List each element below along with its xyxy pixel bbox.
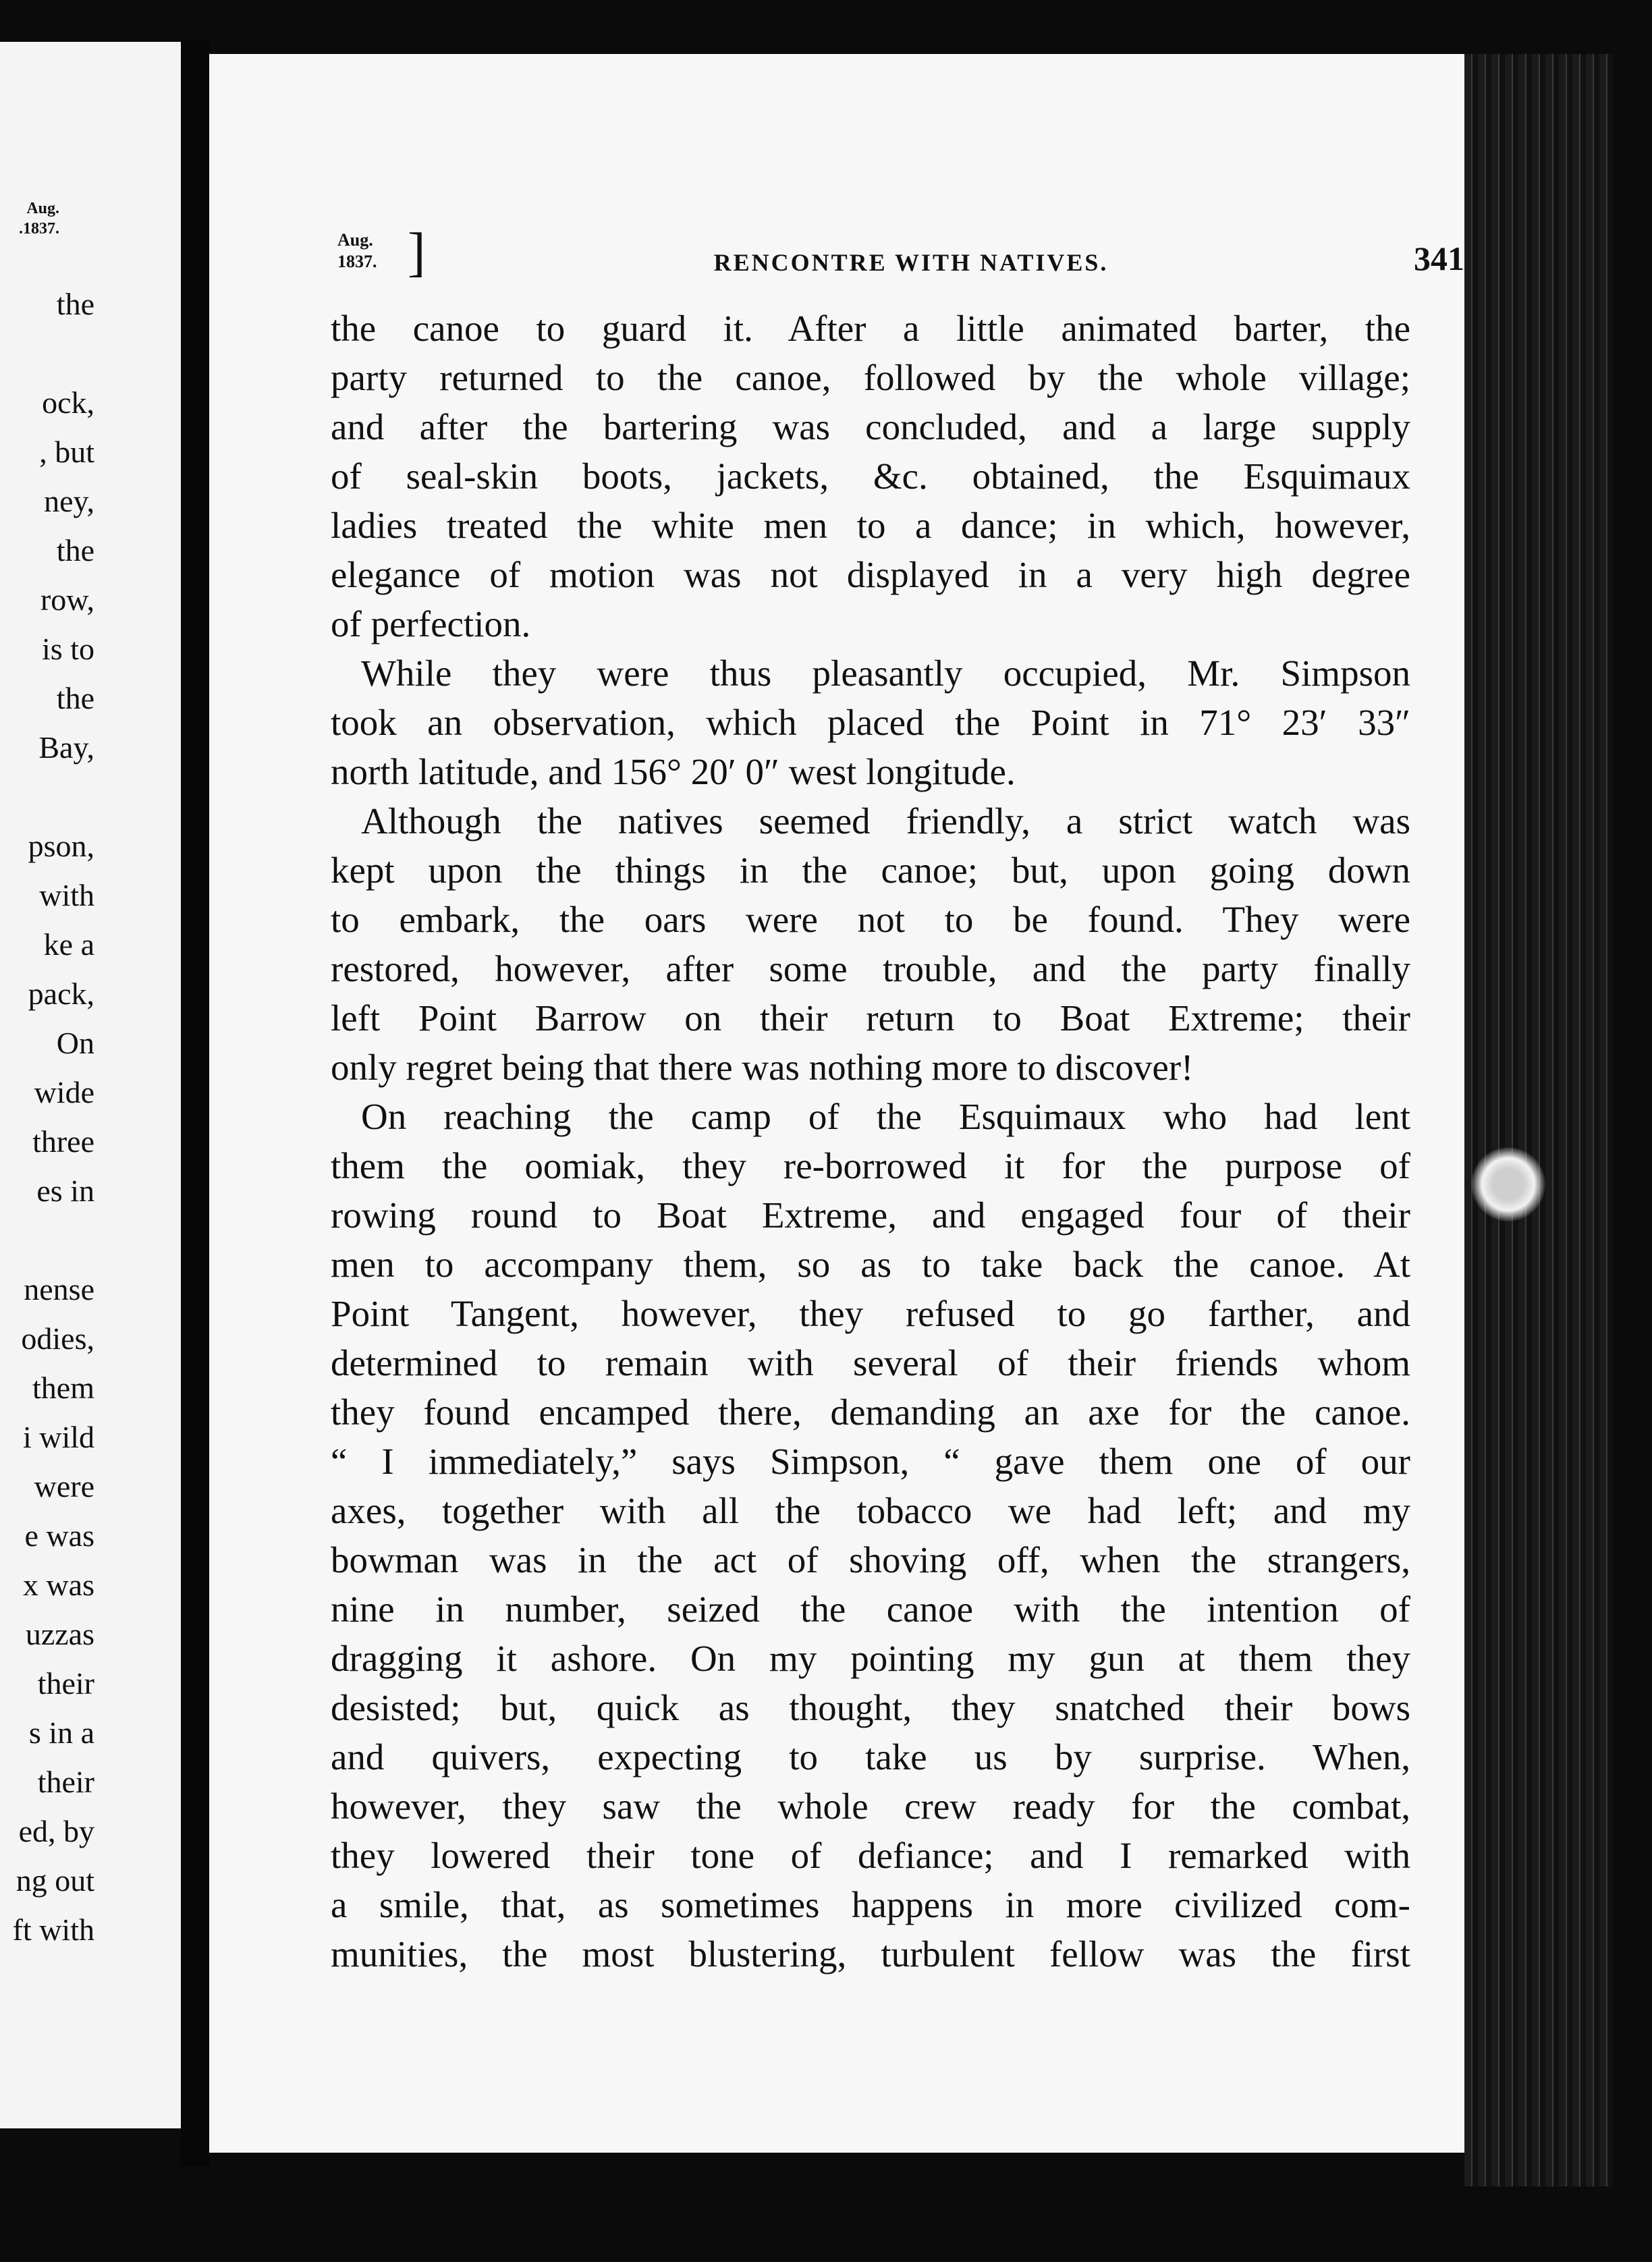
left-page-line: them — [32, 1371, 94, 1405]
left-page-line: three — [32, 1124, 94, 1159]
text-line: they lowered their tone of defiance; and I remarked with — [331, 1835, 1410, 1876]
header-month: Aug. — [337, 230, 373, 250]
text-line: dragging it ashore. On my pointing my gun at them they — [331, 1638, 1410, 1679]
left-header-year: .1837. — [19, 220, 59, 238]
text-line: nine in number, seized the canoe with the intention of — [331, 1589, 1410, 1630]
text-line: Although the natives seemed friendly, a strict watch was — [361, 800, 1410, 842]
text-line: however, they saw the whole crew ready for the combat, — [331, 1786, 1410, 1827]
left-page-line: ock, — [42, 385, 94, 420]
left-page-line: uzzas — [25, 1617, 94, 1651]
left-page-header — [19, 198, 59, 239]
body-text — [331, 304, 1410, 1979]
text-line: party returned to the canoe, followed by the whole village; — [331, 357, 1410, 398]
left-page-text — [0, 279, 94, 1954]
left-page-line: row, — [40, 582, 94, 617]
text-line: kept upon the things in the canoe; but, upon going down — [331, 850, 1410, 891]
page-header — [337, 223, 1464, 297]
left-page-line: odies, — [21, 1321, 94, 1356]
text-line: Point Tangent, however, they refused to go farther, and — [331, 1293, 1410, 1334]
page-edges — [1464, 54, 1613, 2186]
left-page-line: with — [39, 878, 94, 912]
book-spine — [181, 40, 209, 2166]
left-page-line: , but — [39, 435, 94, 469]
text-line: On reaching the camp of the Esquimaux who had lent — [361, 1096, 1410, 1137]
text-line: elegance of motion was not displayed in a very high degree — [331, 554, 1410, 595]
text-line: While they were thus pleasantly occupied, Mr. Simpson — [361, 653, 1410, 694]
left-page-line: wide — [34, 1075, 94, 1109]
left-page-line: i wild — [22, 1420, 94, 1454]
text-line: and after the bartering was concluded, and a large supply — [331, 406, 1410, 447]
left-page-line: On — [56, 1026, 94, 1060]
left-page-line: nense — [24, 1272, 94, 1306]
left-page-line: their — [37, 1666, 94, 1701]
page-number: 341 — [1414, 240, 1464, 277]
text-line: north latitude, and 156° 20′ 0″ west longitude. — [331, 751, 1016, 792]
left-page-line: ney, — [44, 484, 94, 518]
left-page-line: pson, — [28, 829, 94, 863]
text-line: determined to remain with several of their friends whom — [331, 1342, 1410, 1383]
paper-stain — [1471, 1147, 1545, 1221]
left-page-line: were — [34, 1469, 94, 1504]
left-page-line: ng out — [16, 1863, 94, 1898]
left-header-month: Aug. — [26, 200, 59, 217]
left-page-line: pack, — [28, 976, 94, 1011]
left-page-line: the — [56, 533, 94, 568]
left-page-line: the — [56, 287, 94, 321]
text-line: they found encamped there, demanding an axe for the canoe. — [331, 1391, 1410, 1433]
text-line: “ I immediately,” says Simpson, “ gave them one of our — [331, 1441, 1410, 1482]
left-page-line: their — [37, 1765, 94, 1799]
header-year: 1837. — [337, 252, 377, 271]
text-line: to embark, the oars were not to be found. They were — [331, 899, 1410, 940]
text-line: ladies treated the white men to a dance; in which, however, — [331, 505, 1410, 546]
text-line: the canoe to guard it. After a little animated barter, the — [331, 308, 1410, 349]
left-page-line — [0, 329, 94, 378]
header-bracket: ] — [408, 223, 426, 282]
text-line: a smile, that, as sometimes happens in more civilized com- — [331, 1884, 1410, 1925]
left-page-line: ke a — [43, 927, 94, 962]
text-line: bowman was in the act of shoving off, when the strangers, — [331, 1539, 1410, 1580]
left-page-line — [0, 1215, 94, 1265]
text-line: of seal-skin boots, jackets, &c. obtained, the Esquimaux — [331, 456, 1410, 497]
text-line: left Point Barrow on their return to Boat Extreme; their — [331, 997, 1410, 1039]
text-line: only regret being that there was nothing more to discover! — [331, 1047, 1194, 1088]
text-line: took an observation, which placed the Point in 71° 23′ 33″ — [331, 702, 1410, 743]
left-page-line: s in a — [28, 1715, 94, 1750]
left-page — [0, 42, 181, 2128]
text-line: munities, the most blustering, turbulent fellow was the first — [331, 1933, 1410, 1975]
text-line: of perfection. — [331, 603, 531, 644]
left-page-line: es in — [36, 1174, 94, 1208]
text-line: men to accompany them, so as to take back the canoe. At — [331, 1244, 1410, 1285]
left-page-line — [0, 772, 94, 821]
running-title: RENCONTRE WITH NATIVES. — [713, 249, 1109, 276]
text-line: rowing round to Boat Extreme, and engaged four of their — [331, 1194, 1410, 1236]
left-page-line: ed, by — [18, 1814, 94, 1848]
left-page-line: e was — [24, 1518, 94, 1553]
text-line: restored, however, after some trouble, and the party finally — [331, 948, 1410, 989]
text-line: axes, together with all the tobacco we had left; and my — [331, 1490, 1410, 1531]
text-line: desisted; but, quick as thought, they snatched their bows — [331, 1687, 1410, 1728]
left-page-line: Bay, — [38, 730, 94, 765]
left-page-line: x was — [22, 1568, 94, 1602]
right-page — [209, 54, 1464, 2153]
left-page-line: ft with — [12, 1912, 94, 1947]
left-page-line: the — [56, 681, 94, 715]
text-line: and quivers, expecting to take us by surprise. When, — [331, 1736, 1410, 1777]
text-line: them the oomiak, they re-borrowed it for the purpose of — [331, 1145, 1410, 1186]
left-page-line: is to — [42, 632, 94, 666]
